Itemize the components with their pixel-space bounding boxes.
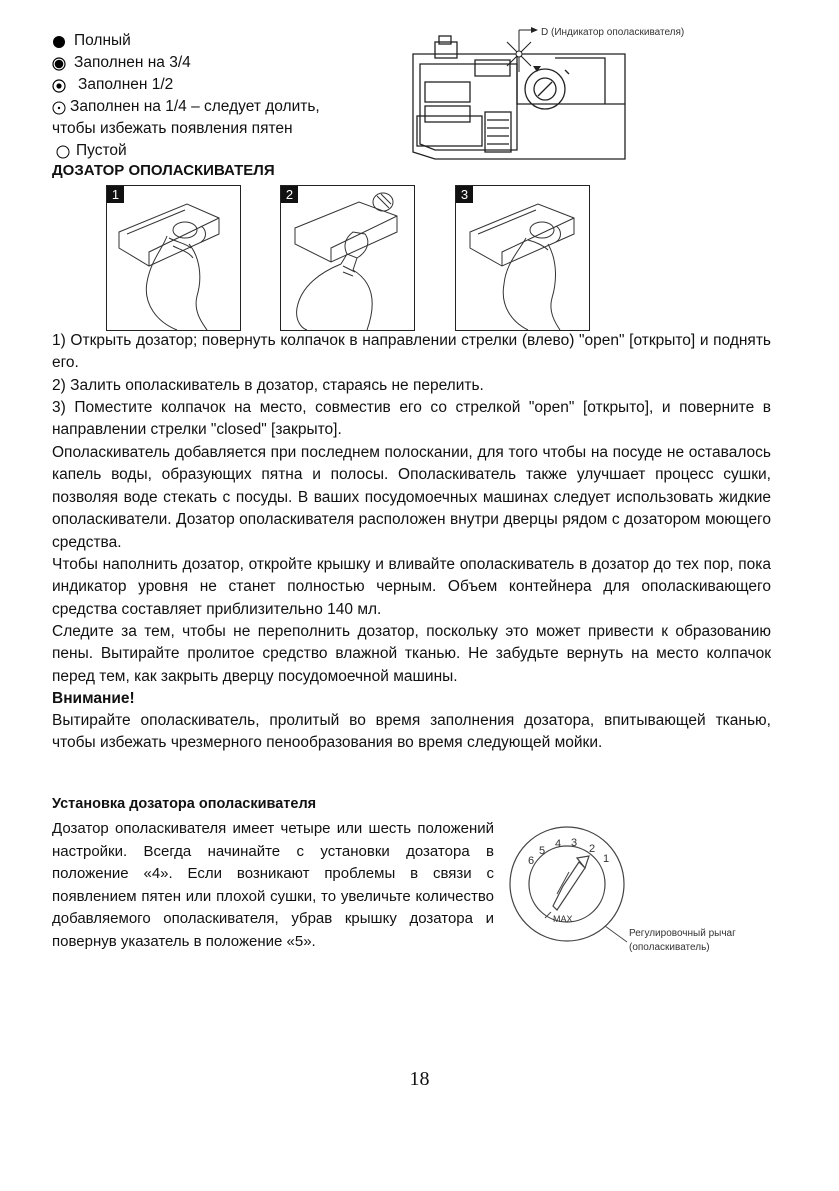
level-label: Пустой <box>76 142 127 159</box>
quarter-circle-icon <box>52 97 70 115</box>
step-number: 2 <box>281 186 298 203</box>
warning-text: Вытирайте ополаскиватель, пролитый во время заполнения дозатора, впитывающей тканью, чтобы избежать чрезмерного пенообразования во время следующей мойки. <box>52 712 771 752</box>
bottle-pouring-illustration <box>281 186 414 330</box>
dial-caption-line-2: (ополаскиватель) <box>629 942 710 953</box>
install-text: Дозатор ополаскивателя имеет четыре или шесть положений настройки. Всегда начинайте с установки дозатора в положение «4». Если возникают проблемы в связи с появлением пятен или плохой сушки, то увеличьте количество добавляемого ополаскивателя, убрав крышку дозатора и повернув указатель в положение «5». <box>52 820 494 950</box>
dial-number: 1 <box>603 853 610 865</box>
step-number: 1 <box>107 186 124 203</box>
dial-max-label: MAX <box>553 914 573 924</box>
instruction-step-2: 2) Залить ополаскиватель в дозатор, стараясь не перелить. <box>52 377 484 394</box>
level-half <box>52 75 173 95</box>
dial-caption-line-1: Регулировочный рычаг <box>629 928 736 939</box>
paragraph-filling: Чтобы наполнить дозатор, откройте крышку и вливайте ополаскиватель в дозатор до тех пор, пока индикатор уровня не станет полностью черным. Объем контейнера для ополаскивающего средства составляет приблизительно 140 мл. <box>52 556 771 618</box>
hand-closing-cap-illustration <box>456 186 589 330</box>
level-note <box>52 119 293 139</box>
level-full <box>52 31 131 51</box>
level-quarter <box>52 97 320 117</box>
three-quarter-circle-icon <box>52 53 74 71</box>
install-title: Установка дозатора ополаскивателя <box>52 796 317 812</box>
step-3-image <box>455 185 590 331</box>
dial-number: 5 <box>539 845 546 857</box>
level-label: Полный <box>74 32 131 49</box>
level-three-quarters <box>52 53 191 73</box>
filled-circle-icon <box>52 31 74 49</box>
dial-number: 6 <box>528 855 535 867</box>
step-number: 3 <box>456 186 473 203</box>
page-number: 18 <box>409 1068 430 1090</box>
paragraph-overfill: Следите за тем, чтобы не переполнить дозатор, поскольку это может привести к образованию пены. Вытирайте пролитое средство влажной тканью. Не забудьте вернуть на место колпачок перед тем, как закрыть дверцу посудомоечной машины. <box>52 623 771 685</box>
step-2-image <box>280 185 415 331</box>
paragraph-rinse-aid-purpose: Ополаскиватель добавляется при последнем полоскании, для того чтобы на посуде не оставалось капель воды, образующих пятна и полосы. Ополаскиватель также улучшает процесс сушки, позволяя воде стекать с посуды. В ваших посудомоечных машинах следует использовать жидкие ополаскиватели. Дозатор ополаскивателя расположен внутри дверцы рядом с дозатором моющего средства. <box>52 444 771 551</box>
dial-number: 2 <box>589 843 596 855</box>
dial-number: 4 <box>555 838 562 850</box>
section-title: ДОЗАТОР ОПОЛАСКИВАТЕЛЯ <box>52 162 275 179</box>
level-label: Заполнен на 3/4 <box>74 54 191 71</box>
warning-title: Внимание! <box>52 690 135 707</box>
empty-circle-icon <box>56 141 76 159</box>
dispenser-indicator-diagram <box>405 24 725 164</box>
instruction-step-1: 1) Открыть дозатор; повернуть колпачок в направлении стрелки (влево) "open" [открыто] и поднять его. <box>52 332 771 372</box>
level-label: чтобы избежать появления пятен <box>52 120 293 137</box>
level-empty <box>52 141 127 161</box>
half-circle-icon <box>52 75 74 93</box>
dial-number: 3 <box>571 837 578 849</box>
level-label: Заполнен на 1/4 – следует долить, <box>70 98 320 115</box>
instruction-step-3: 3) Поместите колпачок на место, совместив его со стрелкой "open" [открыто], и поверните в направлении стрелки "closed" [закрыто]. <box>52 399 771 439</box>
level-label: Заполнен 1/2 <box>78 76 174 93</box>
hand-opening-cap-illustration <box>107 186 240 330</box>
step-1-image <box>106 185 241 331</box>
indicator-label: D (Индикатор ополаскивателя) <box>541 27 685 38</box>
